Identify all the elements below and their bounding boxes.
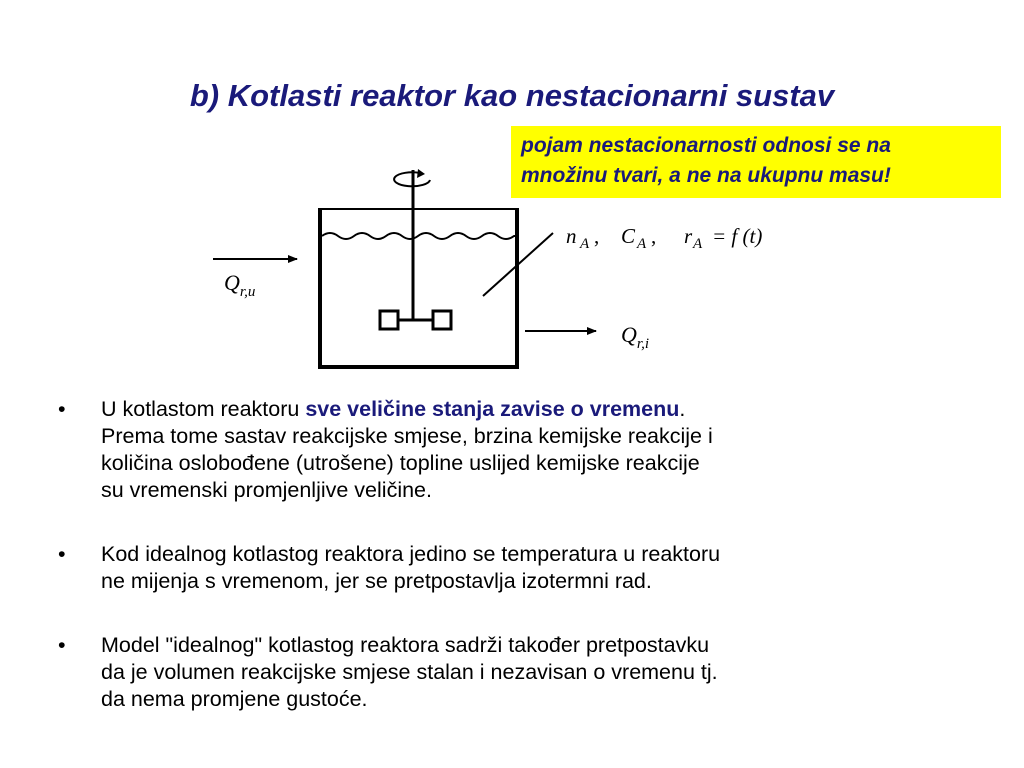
outlet-label-sub: r,i	[636, 336, 649, 352]
eq-r: r	[684, 224, 693, 248]
eq-c: C	[621, 224, 636, 248]
bullet-3-line-1: Model "idealnog" kotlastog reaktora sadrži također pretpostavku	[101, 633, 710, 657]
bullet-item-1	[58, 396, 958, 504]
bullet-1-line-4: su vremenski promjenljive veličine.	[101, 478, 432, 502]
impeller-blade-left	[380, 311, 398, 329]
bullet-marker: •	[58, 633, 66, 657]
bullet-item-3	[58, 632, 958, 713]
callout-line-1: pojam nestacionarnosti odnosi se na	[521, 134, 891, 157]
bullet-marker: •	[58, 397, 66, 421]
bullet-3-line-2: da je volumen reakcijske smjese stalan i nezavisan o vremenu tj.	[101, 660, 718, 684]
bullet-marker: •	[58, 542, 66, 566]
equation	[566, 224, 762, 253]
bullet-2-line-2: ne mijenja s vremenom, jer se pretpostavlja izotermni rad.	[101, 569, 652, 593]
eq-rest: = f (t)	[712, 224, 763, 248]
bullet-1-line-2: Prema tome sastav reakcijske smjese, brzina kemijske reakcije i	[101, 424, 713, 448]
inlet-label	[224, 270, 255, 300]
callout-line-2: množinu tvari, a ne na ukupnu masu!	[521, 164, 891, 187]
bullet-3-line-3: da nema promjene gustoće.	[101, 687, 368, 711]
outlet-label	[621, 322, 649, 352]
bullet-1-highlight: sve veličine stanja zavise o vremenu	[305, 397, 680, 421]
eq-sep-1: ,	[594, 224, 600, 248]
eq-r-sub: A	[693, 236, 703, 252]
inlet-label-sub: r,u	[239, 284, 256, 300]
bullet-1-line-3: količina oslobođene (utrošene) topline uslijed kemijske reakcije	[101, 451, 700, 475]
eq-c-sub: A	[637, 236, 647, 252]
inlet-label-main: Q	[224, 270, 240, 295]
eq-n: n	[566, 224, 577, 248]
outlet-label-main: Q	[621, 322, 637, 347]
bullet-2-line-1: Kod idealnog kotlastog reaktora jedino se temperatura u reaktoru	[101, 542, 721, 566]
bullet-1-pre: U kotlastom reaktoru	[101, 397, 306, 421]
bullet-1-post: .	[679, 397, 686, 421]
bullet-item-2	[58, 541, 958, 595]
bullet-list	[58, 396, 958, 750]
liquid-surface	[322, 233, 517, 239]
eq-sep-2: ,	[651, 224, 657, 248]
eq-n-sub: A	[580, 236, 590, 252]
slide-title: b) Kotlasti reaktor kao nestacionarni sustav	[189, 78, 835, 113]
impeller-blade-right	[433, 311, 451, 329]
bullet-1-line-1	[101, 396, 958, 423]
